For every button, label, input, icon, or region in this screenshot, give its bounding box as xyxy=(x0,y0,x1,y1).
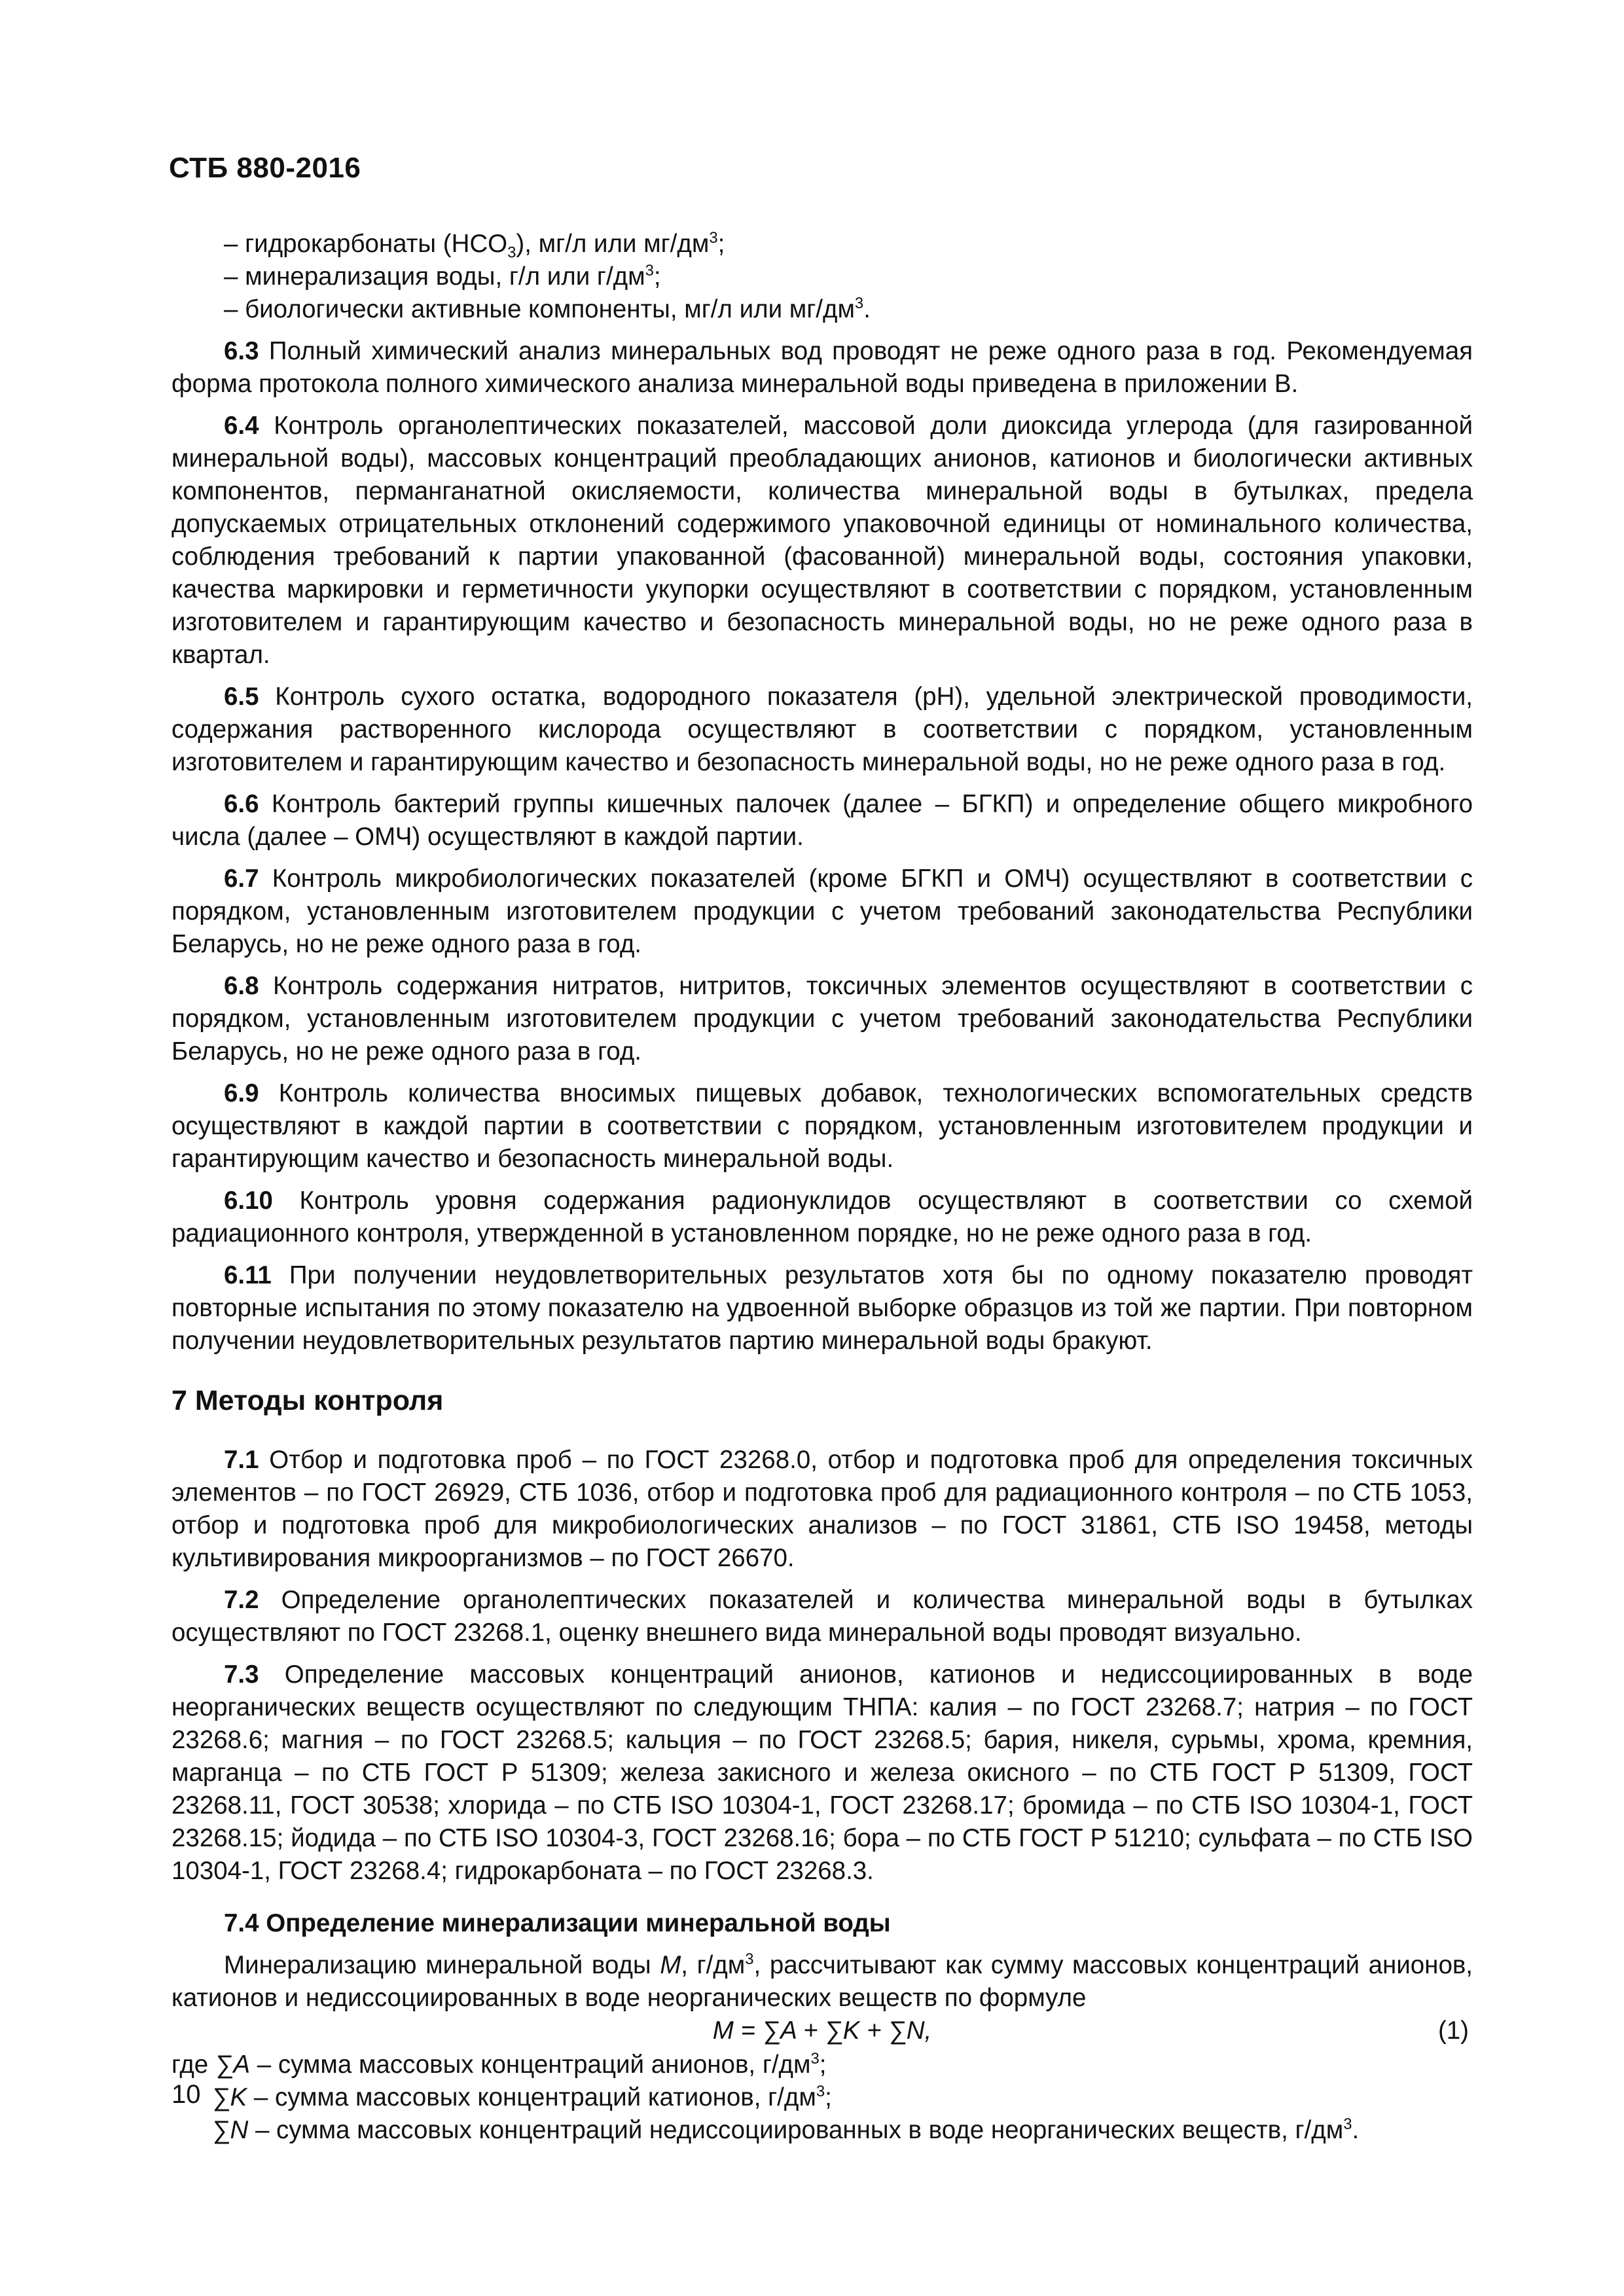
list-item: – биологически активные компоненты, мг/л или $мг/дм^3$. xyxy=(224,295,871,323)
formula-number: (1) xyxy=(1437,2017,1469,2045)
list-item: – гидрокарбонаты $(HCO_3)$, мг/л или $мг/дм^3$; xyxy=(224,229,725,262)
formula-legend-item: где ∑A – сумма массовых концентраций анионов, $г/дм^3$; xyxy=(171,2050,827,2079)
document-header: СТБ 880-2016 xyxy=(169,152,361,184)
clause-7-4-heading: 7.4 Определение минерализации минеральной воды xyxy=(224,1909,891,1937)
clause-6-5: 6.5 Контроль сухого остатка, водородного показателя (pH), удельной электрической проводимости, содержания растворенного кислорода осуществляют в соответствии с порядком, установленным изготовителем и гарантирующим качество и безопасность минеральной воды, но не реже одного раза в год. xyxy=(171,683,1473,776)
formula-legend-item: ∑K – сумма массовых концентраций катионов, $г/дм^3$; xyxy=(212,2083,832,2111)
clause-6-8: 6.8 Контроль содержания нитратов, нитритов, токсичных элементов осуществляют в соответствии с порядком, установленным изготовителем продукции с учетом требований законодательства Республики Беларусь, но не реже одного раза в год. xyxy=(171,972,1473,1066)
clause-7-4-intro: Минерализацию минеральной воды M, $г/дм^3$, рассчитывают как сумму массовых концентраций анионов, катионов и недиссоциированных в воде неорганических веществ по формуле xyxy=(171,1950,1473,2012)
formula: M = ∑A + ∑K + ∑N, xyxy=(712,2017,932,2045)
clause-7-2: 7.2 Определение органолептических показателей и количества минеральной воды в бутылках осуществляют по ГОСТ 23268.1, оценку внешнего вида минеральной воды проводят визуально. xyxy=(171,1586,1473,1647)
formula-legend-item: ∑N – сумма массовых концентраций недиссоциированных в воде неорганических веществ, $г/дм^3$. xyxy=(212,2115,1360,2144)
clause-6-11: 6.11 При получении неудовлетворительных результатов хотя бы по одному показателю проводят повторные испытания по этому показателю на удвоенной выборке образцов из той же партии. При повторном получении неудовлетворительных результатов партию минеральной воды бракуют. xyxy=(171,1261,1473,1355)
clause-6-6: 6.6 Контроль бактерий группы кишечных палочек (далее – БГКП) и определение общего микробного числа (далее – ОМЧ) осуществляют в каждой партии. xyxy=(171,790,1473,851)
section-heading-7: 7 Методы контроля xyxy=(171,1385,444,1416)
clause-6-3: 6.3 Полный химический анализ минеральных вод проводят не реже одного раза в год. Рекомендуемая форма протокола полного химического анализа минеральной воды приведена в приложении В. xyxy=(171,337,1473,398)
formula-block xyxy=(171,2015,1473,2049)
page-number: 10 xyxy=(171,2080,201,2109)
clause-6-4: 6.4 Контроль органолептических показателей, массовой доли диоксида углерода (для газированной минеральной воды), массовых концентраций преобладающих анионов, катионов и биологически активных компонентов, перманганатной окисляемости, количества минеральной воды в бутылках, предела допускаемых отрицательных отклонений содержимого упаковочной единицы от номинального количества, соблюдения требований к партии упакованной (фасованной) минеральной воды, состояния упаковки, качества маркировки и герметичности укупорки осуществляют в соответствии с порядком, установленным изготовителем и гарантирующим качество и безопасность минеральной воды, но не реже одного раза в квартал. xyxy=(171,412,1473,669)
list-item: – минерализация воды, г/л или $г/дм^3$; xyxy=(224,262,661,291)
clause-6-9: 6.9 Контроль количества вносимых пищевых добавок, технологических вспомогательных средств осуществляют в каждой партии в соответствии с порядком, установленным изготовителем продукции и гарантирующим качество и безопасность минеральной воды. xyxy=(171,1079,1473,1173)
document-body xyxy=(171,228,1473,2147)
clause-7-1: 7.1 Отбор и подготовка проб – по ГОСТ 23268.0, отбор и подготовка проб для определения токсичных элементов – по ГОСТ 26929, СТБ 1036, отбор и подготовка проб для радиационного контроля – по СТБ 1053, отбор и подготовка проб для микробиологических анализов – по ГОСТ 31861, СТБ ISO 19458, методы культивирования микроорганизмов – по ГОСТ 26670. xyxy=(171,1446,1473,1572)
clause-6-10: 6.10 Контроль уровня содержания радионуклидов осуществляют в соответствии со схемой радиационного контроля, утвержденной в установленном порядке, но не реже одного раза в год. xyxy=(171,1187,1473,1247)
clause-7-3: 7.3 Определение массовых концентраций анионов, катионов и недиссоциированных в воде неорганических веществ осуществляют по следующим ТНПА: калия – по ГОСТ 23268.7; натрия – по ГОСТ 23268.6; магния – по ГОСТ 23268.5; кальция – по ГОСТ 23268.5; бария, никеля, сурьмы, хрома, кремния, марганца – по СТБ ГОСТ Р 51309; железа закисного и железа окисного – по СТБ ГОСТ Р 51309, ГОСТ 23268.11, ГОСТ 30538; хлорида – по СТБ ISO 10304-1, ГОСТ 23268.17; бромида – по СТБ ISO 10304-1, ГОСТ 23268.15; йодида – по СТБ ISO 10304-3, ГОСТ 23268.16; бора – по СТБ ГОСТ Р 51210; сульфата – по СТБ ISO 10304-1, ГОСТ 23268.4; гидрокарбоната – по ГОСТ 23268.3. xyxy=(171,1660,1473,1885)
clause-6-7: 6.7 Контроль микробиологических показателей (кроме БГКП и ОМЧ) осуществляют в соответствии с порядком, установленным изготовителем продукции с учетом требований законодательства Республики Беларусь, но не реже одного раза в год. xyxy=(171,865,1473,958)
